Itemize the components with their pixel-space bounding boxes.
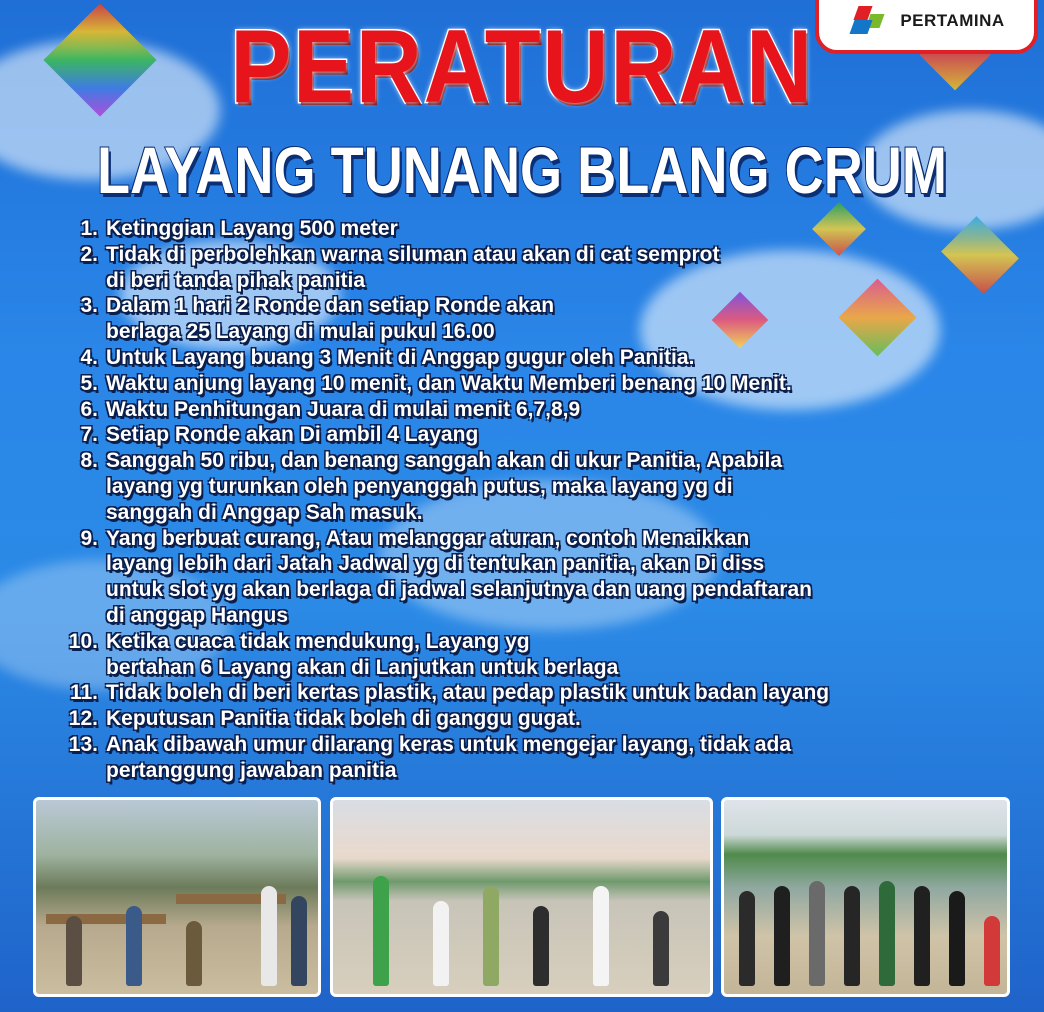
rule-text: Dalam 1 hari 2 Ronde dan setiap Ronde akan berlaga 25 Layang di mulai pukul 16.00 [106, 294, 555, 344]
person [653, 911, 669, 986]
person [186, 921, 202, 986]
rule-item [50, 680, 1010, 706]
page-title: PERATURAN [230, 9, 814, 125]
rules-list [50, 216, 1010, 784]
rule-number: 8. [80, 449, 98, 473]
rule-text: Sanggah 50 ribu, dan benang sanggah akan di ukur Panitia, Apabila layang yg turunkan oleh penyanggah putus, maka layang yg di sanggah di Anggap Sah masuk. [106, 449, 783, 524]
rule-item [50, 422, 1010, 448]
rule-number: 1. [80, 217, 98, 240]
rule-item [50, 345, 1010, 371]
person [261, 886, 277, 986]
rule-number: 4. [80, 345, 98, 369]
rule-number: 5. [80, 371, 98, 395]
rule-number: 7. [80, 423, 98, 447]
person [774, 886, 790, 986]
rule-number: 13. [68, 732, 98, 756]
photo-field-players [330, 797, 713, 997]
rule-text: Ketinggian Layang 500 meter [106, 217, 398, 240]
rule-text: Tidak di perbolehkan warna siluman atau akan di cat semprot di beri tanda pihak panitia [106, 242, 720, 292]
person [914, 886, 930, 986]
rule-number: 2. [80, 242, 98, 266]
person [291, 896, 307, 986]
person [533, 906, 549, 986]
person [593, 886, 609, 986]
person [433, 901, 449, 986]
person [879, 881, 895, 986]
rule-item [50, 629, 1010, 681]
logo-text: PERTAMINA [900, 11, 1005, 30]
rule-item [50, 371, 1010, 397]
photo-spectators [33, 797, 321, 997]
rule-number: 10. [68, 629, 98, 653]
rule-number: 6. [80, 397, 98, 421]
photo-group [721, 797, 1010, 997]
rule-number: 11. [69, 681, 98, 705]
bench [46, 914, 166, 924]
rule-text: Untuk Layang buang 3 Menit di Anggap gugur oleh Panitia. [106, 345, 695, 369]
rule-item [50, 397, 1010, 423]
page-subtitle: LAYANG TUNANG BLANG CRUM [97, 133, 947, 207]
rule-number: 3. [80, 294, 98, 318]
rule-item [50, 216, 1010, 242]
person [809, 881, 825, 986]
rule-text: Waktu Penhitungan Juara di mulai menit 6,7,8,9 [106, 397, 581, 421]
rule-item [50, 242, 1010, 294]
rule-item [50, 732, 1010, 784]
person [984, 916, 1000, 986]
person [66, 916, 82, 986]
person [483, 886, 499, 986]
person [739, 891, 755, 986]
rule-text: Waktu anjung layang 10 menit, dan Waktu Memberi benang 10 Menit. [106, 371, 792, 395]
rule-item [50, 448, 1010, 525]
rule-number: 9. [80, 526, 98, 550]
rule-text: Keputusan Panitia tidak boleh di ganggu gugat. [106, 707, 581, 731]
person [126, 906, 142, 986]
rule-text: Anak dibawah umur dilarang keras untuk mengejar layang, tidak ada pertanggung jawaban panitia [106, 732, 792, 782]
person [949, 891, 965, 986]
rule-text: Ketika cuaca tidak mendukung, Layang yg bertahan 6 Layang akan di Lanjutkan untuk berlaga [106, 629, 619, 679]
rule-number: 12. [68, 707, 98, 731]
rule-text: Setiap Ronde akan Di ambil 4 Layang [106, 423, 479, 447]
person [844, 886, 860, 986]
rule-text: Yang berbuat curang, Atau melanggar aturan, contoh Menaikkan layang lebih dari Jatah Jadwal yg di tentukan panitia, akan Di diss untuk slot yg akan berlaga di jadwal selanjutnya dan uang pendaftaran di anggap Hangus [106, 526, 812, 627]
rule-item [50, 526, 1010, 629]
person [373, 876, 389, 986]
rule-item [50, 293, 1010, 345]
rule-text: Tidak boleh di beri kertas plastik, atau pedap plastik untuk badan layang [106, 681, 830, 705]
rule-item [50, 706, 1010, 732]
